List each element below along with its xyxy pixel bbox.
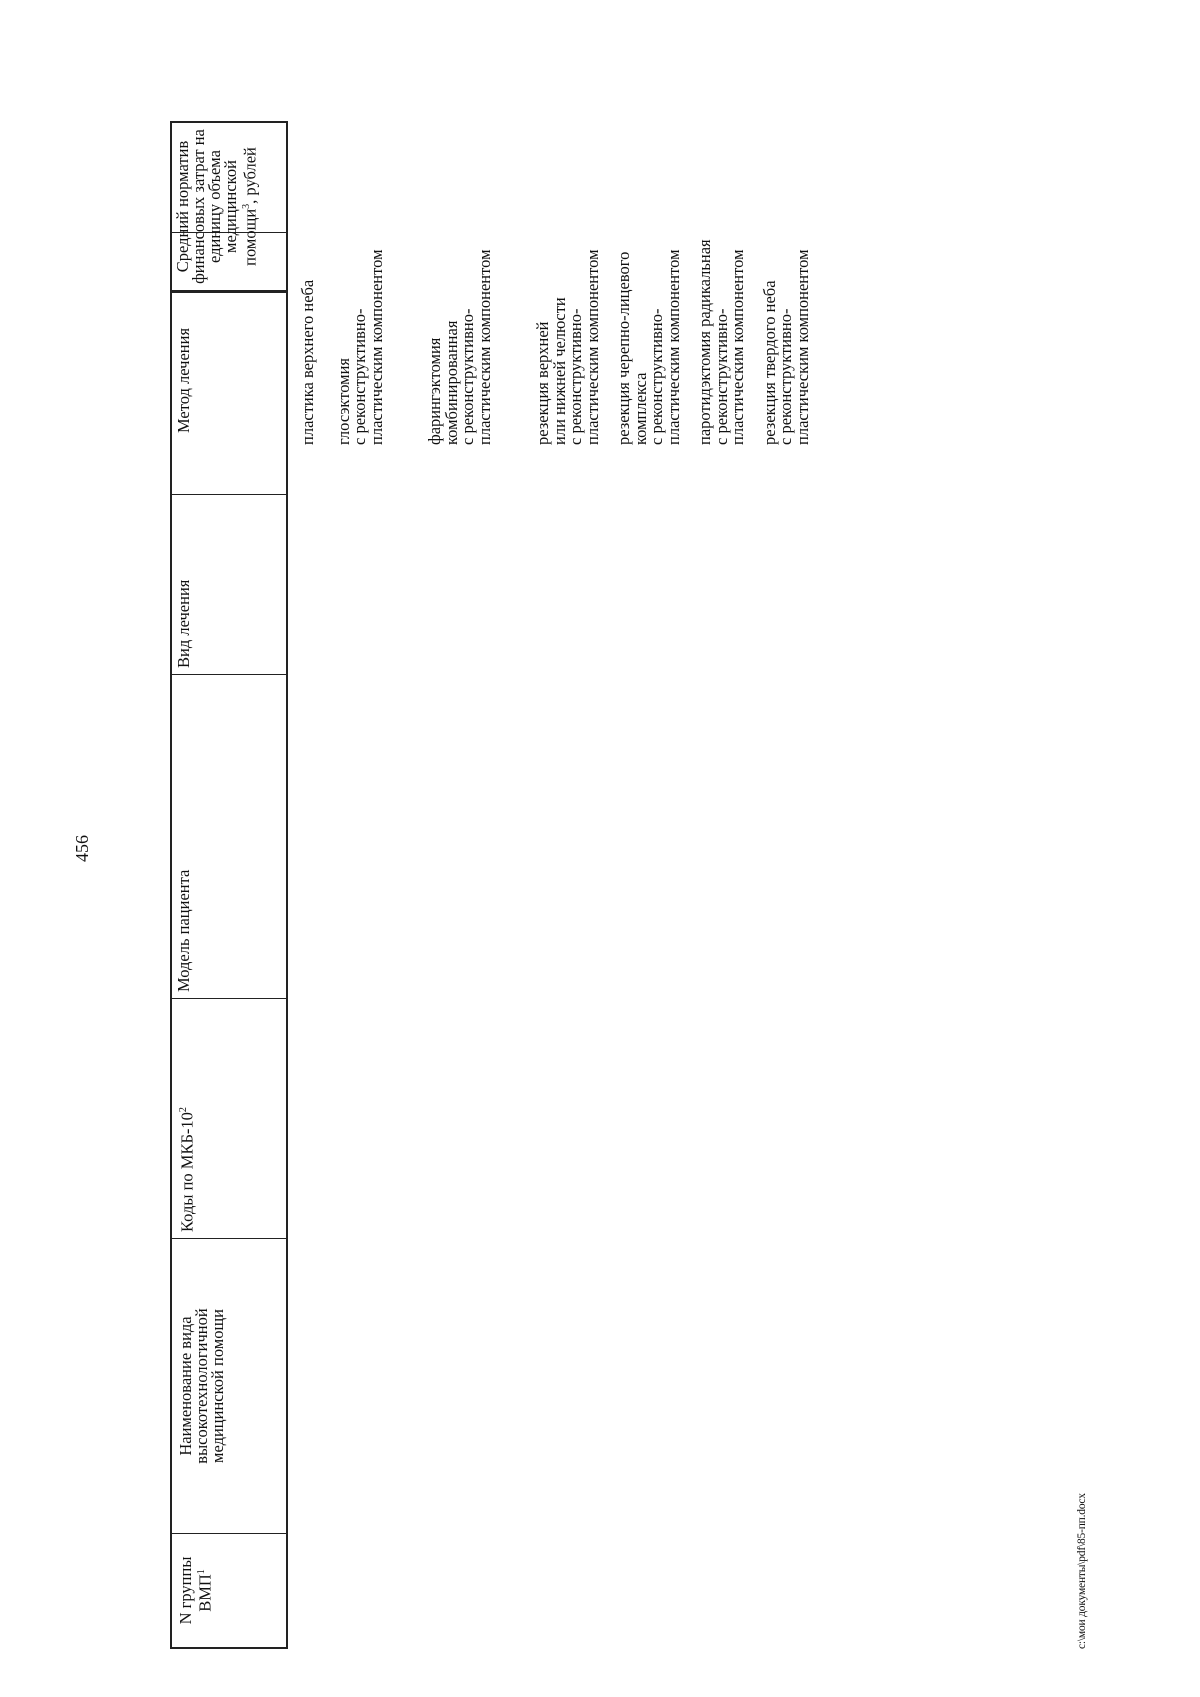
method-item: фарингэктомия комбинированная с реконструктивно- пластическим компонентом bbox=[425, 249, 494, 445]
method-item: резекция верхней или нижней челюсти с реконструктивно- пластическим компонентом bbox=[533, 249, 602, 445]
header-cost-standard-cell bbox=[170, 121, 288, 291]
method-item: пластика верхнего неба bbox=[298, 279, 317, 445]
header-treatment-type bbox=[172, 495, 286, 675]
header-treatment-method-text: Метод лечения bbox=[174, 327, 193, 434]
footer-file-path: c:\мои документы\pdf\85-пп.docx bbox=[1076, 1493, 1088, 1649]
footnote-2: 2 bbox=[178, 1107, 189, 1113]
table-header bbox=[170, 291, 288, 1649]
footnote-3: 3 bbox=[241, 203, 252, 209]
treatment-methods-list bbox=[300, 145, 826, 445]
page-number: 456 bbox=[72, 835, 92, 862]
method-item: резекция черепно-лицевого комплекса с реконструктивно- пластическим компонентом bbox=[614, 249, 683, 445]
method-item: глосэктомия с реконструктивно- пластическим компонентом bbox=[333, 249, 386, 445]
header-hmp-name bbox=[172, 1239, 286, 1534]
header-cost-standard-text: Средний норматив финансовых затрат на единицу объема медицинской помощи bbox=[173, 129, 260, 284]
footnote-1: 1 bbox=[196, 1569, 207, 1575]
header-group-number-text: N группы ВМП bbox=[176, 1556, 215, 1625]
header-patient-model-text: Модель пациента bbox=[174, 869, 193, 992]
header-patient-model bbox=[172, 675, 286, 999]
header-treatment-type-text: Вид лечения bbox=[174, 579, 193, 668]
header-icd-codes bbox=[172, 999, 286, 1239]
method-item: паротидэктомия радикальная с реконструктивно- пластическим компонентом bbox=[695, 239, 747, 445]
header-cost-standard-unit: , рублей bbox=[240, 147, 260, 204]
method-item: резекция твердого неба с реконструктивно- пластическим компонентом bbox=[759, 249, 812, 445]
header-hmp-name-text: Наименование вида высокотехнологичной медицинской помощи bbox=[176, 1308, 227, 1464]
header-icd-codes-text: Коды по МКБ-10 bbox=[177, 1112, 197, 1232]
header-group-number bbox=[172, 1534, 286, 1647]
